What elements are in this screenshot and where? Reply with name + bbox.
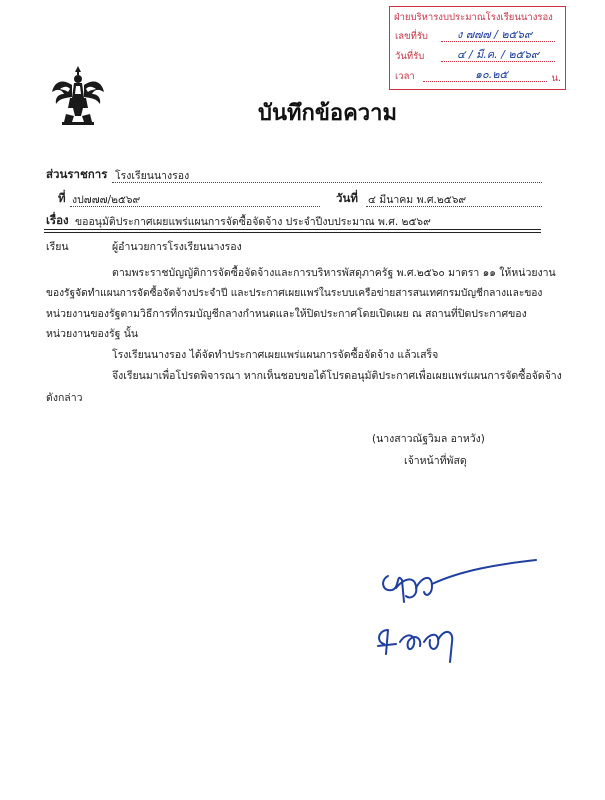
stamp-receipt-no-label: เลขที่รับ — [395, 31, 428, 42]
handwritten-approval-signature — [370, 558, 540, 668]
paragraph-1-line-1: ตามพระราชบัญญัติการจัดซื้อจัดจ้างและการบริหารพัสดุภาครัฐ พ.ศ.๒๕๖๐ มาตรา ๑๑ ให้หน่วยงาน — [112, 267, 556, 279]
stamp-title: ฝ่ายบริหารงบประมาณโรงเรียนนางรอง — [394, 12, 553, 23]
signatory-position: เจ้าหน้าที่พัสดุ — [404, 455, 467, 467]
ref-label: ที่ — [58, 191, 66, 205]
stamp-date-value: ๔ / มี.ค. / ๒๕๖๙ — [457, 48, 539, 61]
ref-value: งป๗๗๗/๒๕๖๙ — [72, 194, 141, 206]
agency-value: โรงเรียนนางรอง — [115, 170, 190, 182]
stamp-receipt-no-value: ง ๗๗๗ / ๒๕๖๙ — [457, 28, 532, 41]
date-label: วันที่ — [336, 191, 358, 205]
paragraph-1-line-3: หน่วยงานของรัฐตามวิธีการที่กรมบัญชีกลางกำหนดและให้ปิดประกาศโดยเปิดเผย ณ สถานที่ปิดประกาศของ — [46, 308, 527, 320]
stamp-time-value: ๑๐.๒๕ — [475, 68, 508, 81]
stamp-date-label: วันที่รับ — [395, 51, 425, 62]
stamp-time-label: เวลา — [395, 71, 415, 82]
garuda-emblem-icon — [50, 64, 106, 126]
signatory-name: (นางสาวณัฐวิมล อาหวัง) — [372, 433, 485, 445]
stamp-time-row — [395, 69, 561, 85]
memo-title: บันทึกข้อความ — [258, 101, 398, 126]
subject-label: เรื่อง — [46, 213, 69, 227]
to-label: เรียน — [46, 241, 69, 253]
paragraph-1-line-2: ของรัฐจัดทำแผนการจัดซื้อจัดจ้างประจำปี และประกาศเผยแพร่ในระบบเครือข่ายสารสนเทศกรมบัญชีกลางและของ — [46, 288, 543, 299]
stamp-time-suffix: น. — [551, 73, 561, 84]
paragraph-2: โรงเรียนนางรอง ได้จัดทำประกาศเผยแพร่แผนการจัดซื้อจัดจ้าง แล้วเสร็จ — [112, 349, 439, 361]
paragraph-3-line-1: จึงเรียนมาเพื่อโปรดพิจารณา หากเห็นชอบขอได้โปรดอนุมัติประกาศเพื่อเผยแพร่แผนการจัดซื้อจัดจ้าง — [112, 370, 562, 382]
paragraph-1-line-4: หน่วยงานของรัฐ นั้น — [46, 328, 139, 340]
stamp-date-row — [395, 49, 561, 65]
receipt-stamp — [389, 6, 566, 90]
to-value: ผู้อำนวยการโรงเรียนนางรอง — [112, 241, 242, 253]
paragraph-3-line-2: ดังกล่าว — [46, 392, 83, 404]
stamp-receipt-no-row — [395, 29, 561, 45]
date-value: ๔ มีนาคม พ.ศ.๒๕๖๙ — [368, 194, 467, 206]
subject-value: ขออนุมัติประกาศเผยแพร่แผนการจัดซื้อจัดจ้าง ประจำปีงบประมาณ พ.ศ. ๒๕๖๙ — [75, 216, 431, 228]
agency-label: ส่วนราชการ — [46, 167, 108, 181]
